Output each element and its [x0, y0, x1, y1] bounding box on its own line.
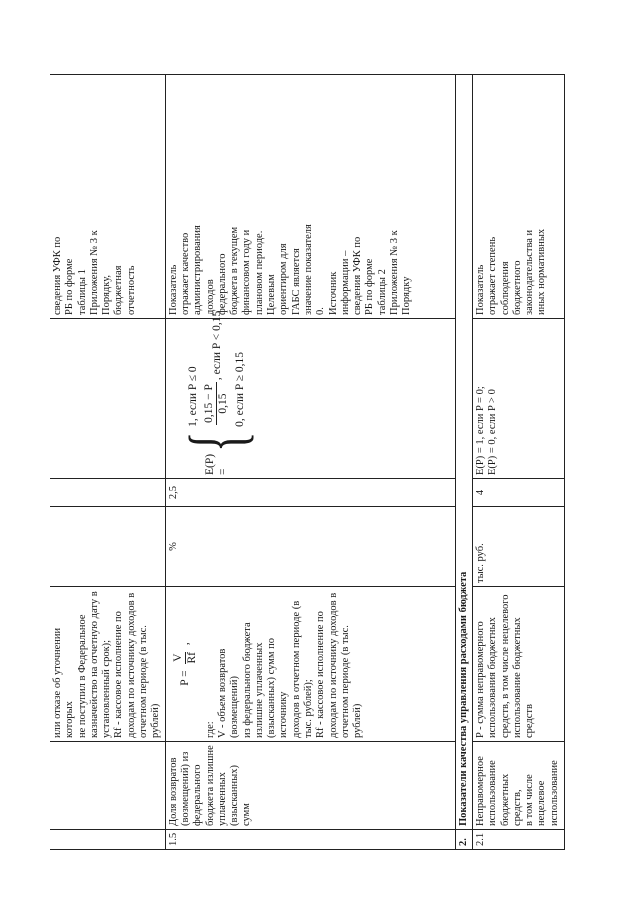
comment-line: отражает степень	[487, 236, 499, 315]
comment-line: 0.	[315, 307, 327, 315]
name-line: бюджетных средств,	[499, 773, 523, 826]
formula-p	[172, 590, 199, 738]
comment-line: сведения УФК по	[352, 236, 364, 315]
method-line: из федерального бюджета	[241, 622, 253, 738]
source-line: сведения УФК по	[52, 236, 63, 315]
score-case-3: 0, если P ≥ 0,15	[234, 351, 247, 427]
cont-num-cell	[50, 830, 165, 850]
cont-source-cell	[50, 75, 165, 319]
name-line: (возмещений) из	[179, 751, 191, 826]
method-cell	[472, 587, 564, 742]
weight-cell: 4	[472, 479, 564, 507]
name-line: Неправомерное	[474, 756, 486, 826]
name-line: использование	[548, 760, 560, 826]
comment-line: бюджетного	[511, 260, 523, 315]
comment-line: федерального	[216, 253, 228, 315]
formula-denominator: Rf	[185, 652, 198, 664]
case2-fraction	[203, 382, 230, 425]
comment-line: ориентиром для	[278, 243, 290, 315]
source-line: РБ по форме	[64, 258, 76, 315]
section-2-row	[455, 75, 472, 850]
formula-fraction	[172, 650, 199, 666]
comment-line: ГАБС является	[290, 248, 302, 315]
method-line: доходов в отчетном периоде (в	[290, 600, 302, 738]
comment-line: администрирования	[192, 225, 204, 315]
case2-denominator: 0,15	[217, 393, 230, 414]
method-cell	[165, 587, 455, 742]
method-line: средств	[524, 704, 536, 738]
name-line: использование	[487, 760, 499, 826]
comment-line: доходов	[204, 279, 216, 315]
name-line: Доля возвратов	[167, 757, 179, 826]
comment-line: РБ по форме	[364, 258, 376, 315]
comment-line: отражает качество	[179, 232, 191, 315]
score-case-1: 1, если P ≤ 0	[186, 366, 199, 427]
source-line: таблицы 1	[76, 269, 88, 315]
method-line: V - объем возвратов (возмещений)	[216, 648, 241, 738]
method-line: установленный срок);	[101, 639, 113, 738]
score-cell	[472, 319, 564, 479]
cont-weight-cell	[50, 479, 165, 507]
cont-unit-cell	[50, 507, 165, 587]
comment-cell	[472, 75, 564, 319]
unit-cell: %	[165, 507, 455, 587]
method-line: Rf - кассовое исполнение по	[315, 611, 327, 738]
formula-numerator: V	[171, 653, 184, 662]
continuation-row	[50, 75, 165, 850]
method-line: тыс. рублей);	[303, 679, 315, 738]
method-line: доходам по источнику доходов в	[327, 592, 339, 738]
unit-cell: тыс. руб.	[472, 507, 564, 587]
row-number: 2.1	[472, 830, 564, 850]
name-line: в том числе	[524, 774, 536, 826]
cont-name-cell	[50, 742, 165, 830]
rotated-page	[0, 65, 640, 905]
comment-line: законодательства и	[524, 229, 536, 315]
comment-line: информации –	[339, 250, 351, 315]
method-line: отчетном периоде (в тыс. рублей)	[339, 625, 364, 738]
method-line: (взысканных) сумм по источнику	[266, 637, 290, 738]
formula-lhs: P =	[178, 670, 191, 686]
method-line: отчетном периоде (в тыс. рублей)	[138, 625, 162, 738]
method-line: Rf - кассовое исполнение по	[113, 611, 125, 738]
source-line: Порядку,	[101, 274, 113, 315]
brace-glyph: {	[172, 431, 260, 452]
method-line: доходам по источнику доходов в	[125, 592, 137, 738]
score-case-2	[203, 311, 230, 427]
indicator-name-cell	[472, 742, 564, 830]
name-line: бюджета излишне	[204, 745, 216, 826]
method-line: или отказе об уточнении которых	[52, 627, 76, 738]
comment-line: Показатель	[167, 264, 179, 315]
name-line: (взысканных) сумм	[229, 765, 253, 826]
where-label: где:	[204, 721, 216, 738]
comment-line: иных нормативных	[536, 228, 548, 315]
comment-line: плановом периоде.	[253, 230, 265, 315]
comment-line: Показатель	[474, 264, 486, 315]
cont-method-cell	[50, 587, 165, 742]
comment-line: Целевым	[266, 274, 278, 315]
score-formula	[172, 310, 260, 475]
score-cell	[165, 310, 455, 479]
row-number: 1.5	[165, 830, 455, 850]
section-number: 2.	[455, 830, 472, 850]
cont-score-cell	[50, 319, 165, 479]
method-line: средств, в том числе нецелевого	[499, 594, 511, 738]
method-line: использование бюджетных	[511, 617, 523, 738]
comment-line: Источник	[327, 271, 339, 315]
section-title: Показатели качества управления расходами бюджета	[455, 75, 472, 830]
score-line: E(P) = 1, если P = 0;	[474, 386, 486, 475]
indicator-row-2-1	[472, 75, 564, 850]
score-lhs: E(P) =	[204, 453, 229, 475]
name-line: уплаченных	[216, 772, 228, 826]
comment-line: Порядку	[401, 276, 413, 315]
formula-tail: ,	[178, 642, 191, 646]
source-line: бюджетная	[113, 265, 125, 315]
comment-line: финансовом году и	[241, 229, 253, 315]
comment-line: бюджета в текущем	[229, 226, 241, 315]
source-line: отчетность	[125, 265, 137, 315]
method-line: излишне уплаченных	[253, 642, 265, 738]
score-line: E(P) = 0, если P > 0	[487, 389, 499, 475]
case2-numerator: 0,15 − P	[203, 384, 216, 423]
comment-line: таблицы 2	[376, 269, 388, 315]
source-line: Приложения № 3 к	[88, 230, 100, 315]
comment-line: Приложения № 3 к	[389, 230, 401, 315]
indicator-row-1-5	[165, 75, 455, 850]
case2-condition: , если P < 0,15	[210, 310, 223, 381]
weight-cell: 2,5	[165, 479, 455, 507]
method-line: казначейство на отчетную дату в	[88, 591, 100, 738]
method-line: не поступил в Федеральное	[76, 614, 88, 738]
score-cases	[183, 311, 251, 427]
indicators-table	[50, 74, 565, 850]
name-line: нецелевое	[536, 780, 548, 826]
name-line: федерального	[192, 764, 204, 826]
indicator-name-cell	[165, 742, 455, 830]
method-line: P - сумма неправомерного	[474, 621, 486, 738]
comment-cell	[165, 75, 455, 319]
method-line: использования бюджетных	[487, 617, 499, 738]
comment-line: значение показателя	[302, 224, 314, 315]
comment-line: соблюдения	[499, 261, 511, 315]
